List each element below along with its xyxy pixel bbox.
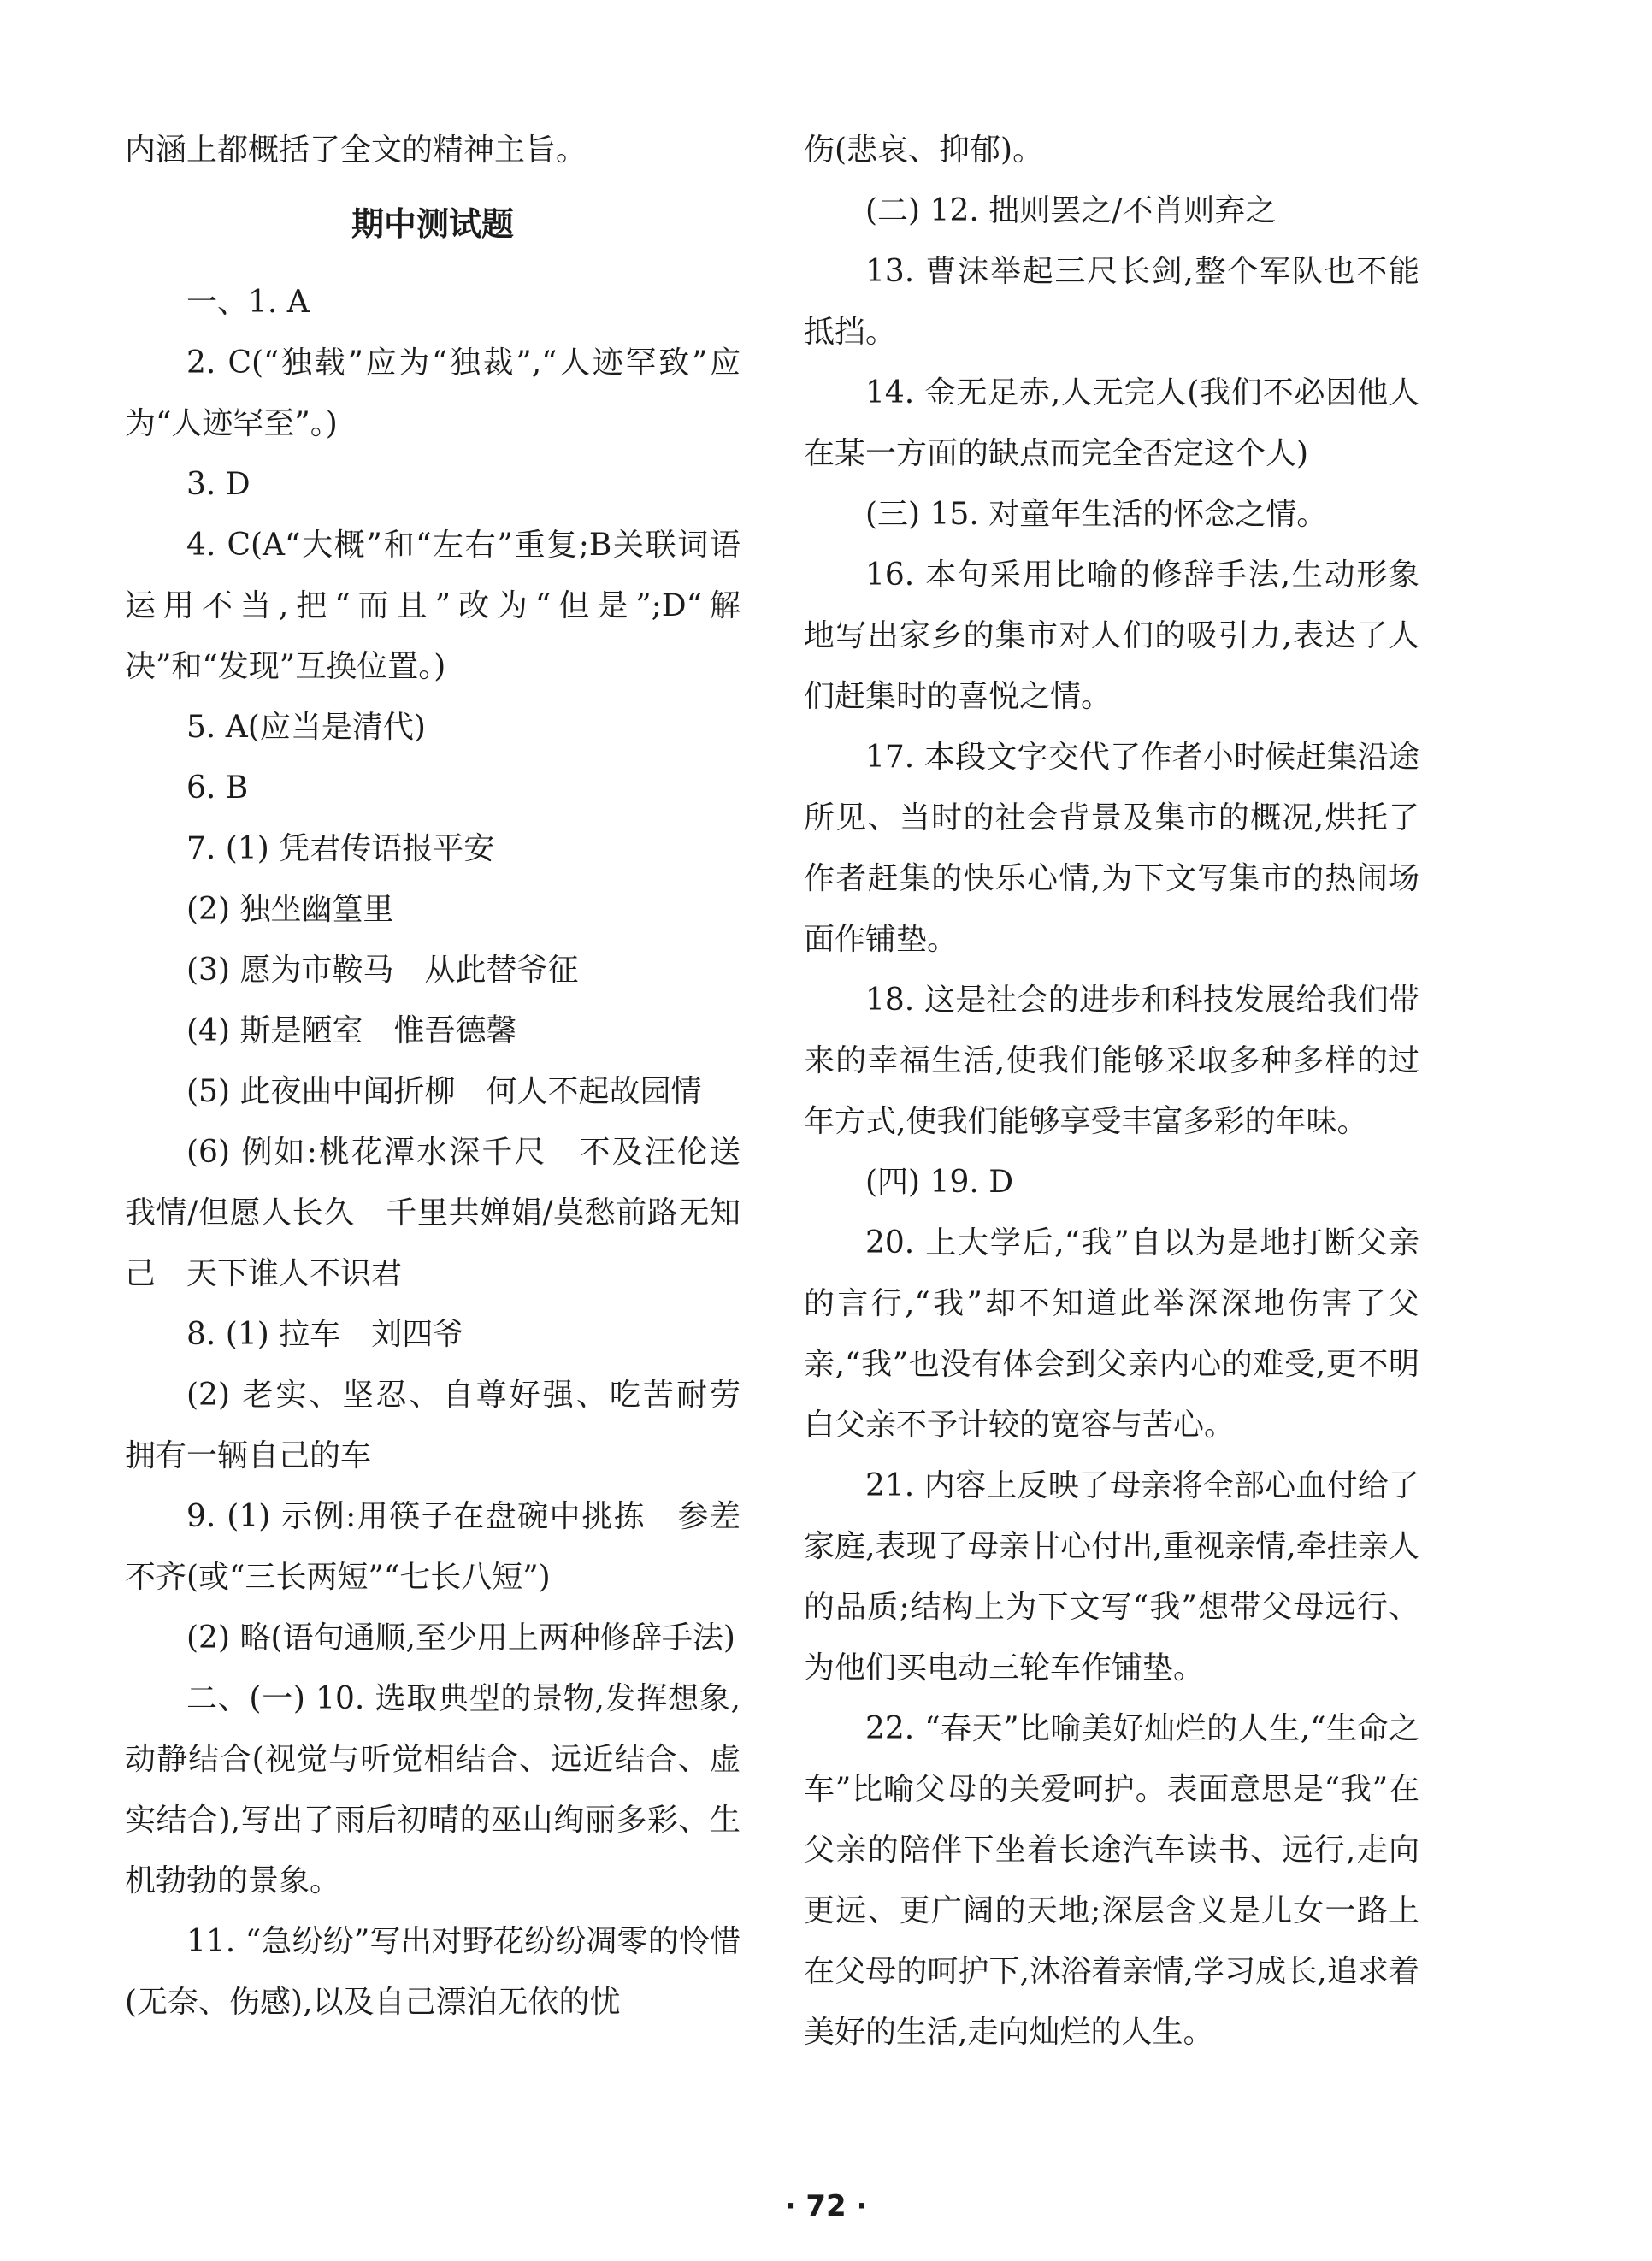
answer-paragraph: 11. “急纷纷”写出对野花纷纷凋零的怜惜(无奈、伤感),以及自己漂泊无依的忧 [125,1924,740,2020]
answer-paragraph: 2. C(“独载”应为“独裁”,“人迹罕致”应为“人迹罕至”。) [125,345,740,441]
right-column [804,120,1419,2063]
answer-paragraph: 9. (1) 示例:用筷子在盘碗中挑拣 参差不齐(或“三长两短”“七长八短”) [125,1499,740,1595]
answer-paragraph: 4. C(A“大概”和“左右”重复;B关联词语运用不当,把“而且”改为“但是”;D“解决”和“发现”互换位置。) [125,528,740,684]
section-title: 期中测试题 [351,205,514,243]
answer-paragraph: (2) 老实、坚忍、自尊好强、吃苦耐劳 拥有一辆自己的车 [125,1378,772,1473]
answer-paragraph: 二、(一) 10. 选取典型的景物,发挥想象,动静结合(视觉与听觉相结合、远近结合、虚实结合),写出了雨后初晴的巫山绚丽多彩、生机勃勃的景象。 [125,1681,740,1898]
answer-paragraph: 17. 本段文字交代了作者小时候赶集沿途所见、当时的社会背景及集市的概况,烘托了作者赶集的快乐心情,为下文写集市的热闹场面作铺垫。 [804,740,1419,957]
answer-paragraph: (2) 略(语句通顺,至少用上两种修辞手法) [186,1620,735,1656]
answer-paragraph: (6) 例如:桃花潭水深千尺 不及汪伦送我情/但愿人长久 千里共婵娟/莫愁前路无知己 天下谁人不识君 [125,1135,740,1291]
continued-paragraph: 伤(悲哀、抑郁)。 [804,133,1044,168]
answer-paragraph: (4) 斯是陋室 惟吾德馨 [186,1013,517,1048]
answer-paragraph: 18. 这是社会的进步和科技发展给我们带来的幸福生活,使我们能够采取多种多样的过年方式,使我们能够享受丰富多彩的年味。 [804,983,1419,1139]
page-number: · 72 · [784,2189,868,2223]
answer-paragraph: 6. B [186,770,249,806]
answer-paragraph: (三) 15. 对童年生活的怀念之情。 [865,497,1328,532]
answer-paragraph: 7. (1) 凭君传语报平安 [186,831,495,866]
answer-paragraph: 3. D [186,467,251,502]
answer-paragraph: (5) 此夜曲中闻折柳 何人不起故园情 [186,1074,702,1109]
answer-paragraph: 21. 内容上反映了母亲将全部心血付给了家庭,表现了母亲甘心付出,重视亲情,牵挂亲人的品质;结构上为下文写“我”想带父母远行、为他们买电动三轮车作铺垫。 [804,1468,1419,1685]
answer-paragraph: (二) 12. 拙则罢之/不肖则弃之 [865,193,1277,228]
answer-paragraph: 22. “春天”比喻美好灿烂的人生,“生命之车”比喻父母的关爱呵护。表面意思是“我”在父亲的陪伴下坐着长途汽车读书、远行,走向更远、更广阔的天地;深层含义是儿女一路上在父母的呵护下,沐浴着亲情,学习成长,追求着美好的生活,走向灿烂的人生。 [804,1711,1419,2050]
answer-paragraph: (3) 愿为市鞍马 从此替爷征 [186,953,579,988]
answer-paragraph: 8. (1) 拉车 刘四爷 [186,1317,464,1352]
answer-paragraph: 20. 上大学后,“我”自以为是地打断父亲的言行,“我”却不知道此举深深地伤害了父亲,“我”也没有体会到父亲内心的难受,更不明白父亲不予计较的宽容与苦心。 [804,1225,1419,1443]
answer-paragraph: 16. 本句采用比喻的修辞手法,生动形象地写出家乡的集市对人们的吸引力,表达了人们赶集时的喜悦之情。 [804,558,1419,714]
answer-paragraph: (2) 独坐幽篁里 [186,892,394,927]
answer-paragraph: 13. 曹沫举起三尺长剑,整个军队也不能抵挡。 [804,254,1419,350]
answer-paragraph: 一、1. A [186,285,310,320]
answer-paragraph: 5. A(应当是清代) [186,710,426,745]
answer-paragraph: (四) 19. D [865,1165,1014,1200]
left-column [125,120,772,2033]
continued-paragraph: 内涵上都概括了全文的精神主旨。 [125,133,587,168]
answer-paragraph: 14. 金无足赤,人无完人(我们不必因他人在某一方面的缺点而完全否定这个人) [804,375,1419,471]
